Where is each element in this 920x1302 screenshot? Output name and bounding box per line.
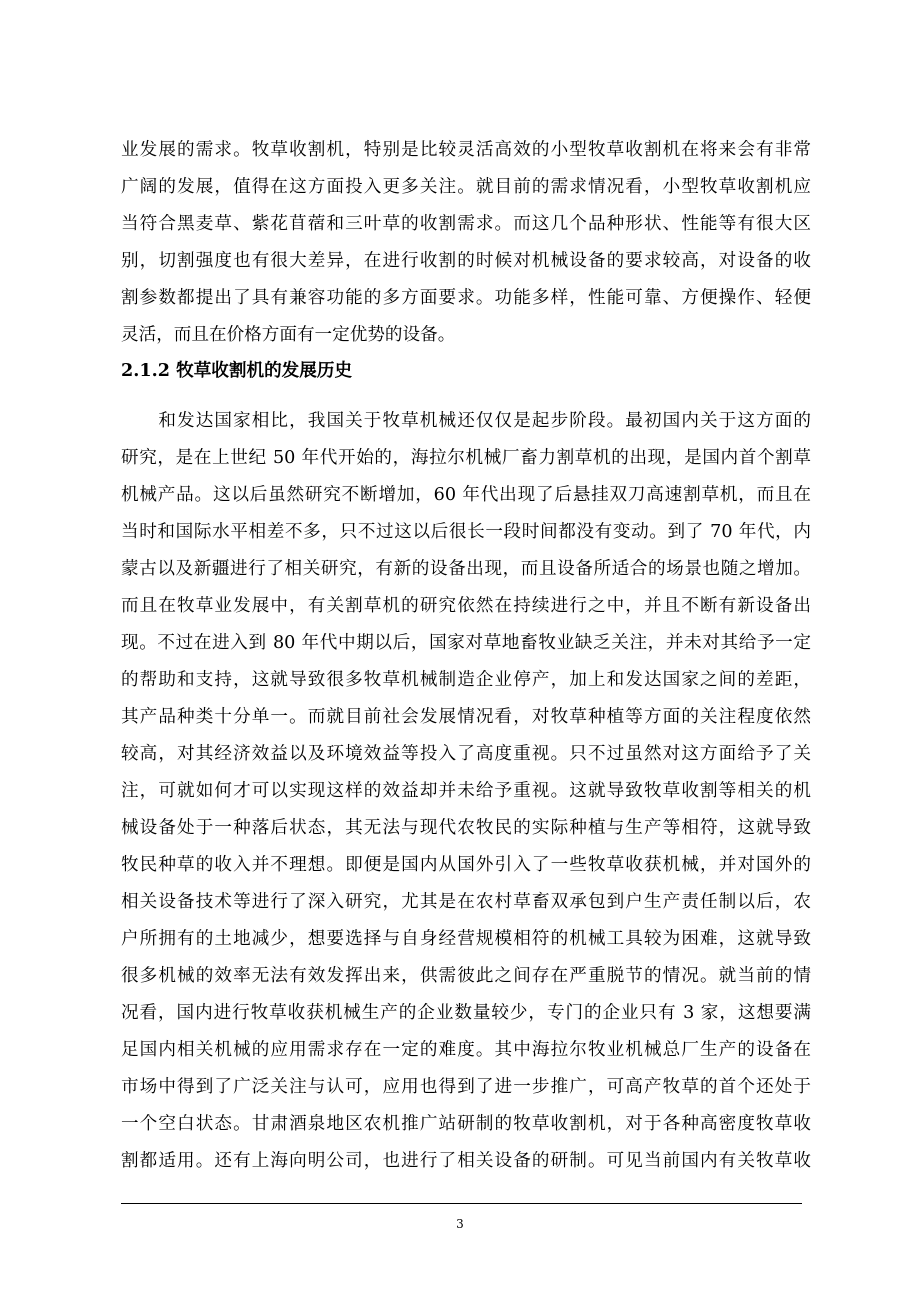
- paragraph-2-line: 当时和国际水平相差不多，只不过这以后很长一段时间都没有变动。到了 70 年代，内: [121, 522, 811, 542]
- paragraph-2-line: 蒙古以及新疆进行了相关研究，有新的设备出现，而且设备所适合的场景也随之增加。: [121, 559, 811, 579]
- paragraph-2-line: 足国内相关机械的应用需求存在一定的难度。其中海拉尔牧业机械总厂生产的设备在: [121, 1040, 811, 1060]
- section-heading: 2.1.2 牧草收割机的发展历史: [121, 360, 353, 381]
- paragraph-2-line: 机械产品。这以后虽然研究不断增加，60 年代出现了后悬挂双刀高速割草机，而且在: [121, 485, 811, 505]
- paragraph-1-line: 业发展的需求。牧草收割机，特别是比较灵活高效的小型牧草收割机在将来会有非常: [121, 140, 811, 160]
- paragraph-2-line: 况看，国内进行牧草收获机械生产的企业数量较少，专门的企业只有 3 家，这想要满: [121, 1003, 811, 1023]
- paragraph-2-line: 一个空白状态。甘肃酒泉地区农机推广站研制的牧草收割机，对于各种高密度牧草收: [121, 1114, 811, 1134]
- paragraph-1-line: 灵活，而且在价格方面有一定优势的设备。: [121, 325, 456, 345]
- footer-divider: [121, 1203, 802, 1204]
- paragraph-2-line: 而且在牧草业发展中，有关割草机的研究依然在持续进行之中，并且不断有新设备出: [121, 596, 811, 616]
- paragraph-2-line: 相关设备技术等进行了深入研究，尤其是在农村草畜双承包到户生产责任制以后，农: [121, 892, 811, 912]
- paragraph-2-line: 研究，是在上世纪 50 年代开始的，海拉尔机械厂畜力割草机的出现，是国内首个割草: [121, 448, 811, 468]
- paragraph-2-line: 的帮助和支持，这就导致很多牧草机械制造企业停产，加上和发达国家之间的差距，: [121, 670, 811, 690]
- paragraph-2-line: 较高，对其经济效益以及环境效益等投入了高度重视。只不过虽然对这方面给予了关: [121, 744, 811, 764]
- paragraph-2-line: 户所拥有的土地减少，想要选择与自身经营规模相符的机械工具较为困难，这就导致: [121, 929, 811, 949]
- paragraph-1-line: 割参数都提出了具有兼容功能的多方面要求。功能多样，性能可靠、方便操作、轻便: [121, 288, 811, 308]
- paragraph-1-line: 广阔的发展，值得在这方面投入更多关注。就目前的需求情况看，小型牧草收割机应: [121, 177, 811, 197]
- paragraph-2-line: 很多机械的效率无法有效发挥出来，供需彼此之间存在严重脱节的情况。就当前的情: [121, 966, 811, 986]
- paragraph-2-line: 现。不过在进入到 80 年代中期以后，国家对草地畜牧业缺乏关注，并未对其给予一定: [121, 633, 811, 653]
- paragraph-2-line: 其产品种类十分单一。而就目前社会发展情况看，对牧草种植等方面的关注程度依然: [121, 707, 811, 727]
- paragraph-1-line: 别，切割强度也有很大差异，在进行收割的时候对机械设备的要求较高，对设备的收: [121, 251, 811, 271]
- paragraph-2-line: 割都适用。还有上海向明公司，也进行了相关设备的研制。可见当前国内有关牧草收: [121, 1151, 811, 1171]
- paragraph-1-line: 当符合黑麦草、紫花苜蓿和三叶草的收割需求。而这几个品种形状、性能等有很大区: [121, 214, 811, 234]
- paragraph-2-line: 牧民种草的收入并不理想。即便是国内从国外引入了一些牧草收获机械，并对国外的: [121, 855, 811, 875]
- page-number: 3: [456, 1217, 464, 1231]
- paragraph-2-line: 注，可就如何才可以实现这样的效益却并未给予重视。这就导致牧草收割等相关的机: [121, 781, 811, 801]
- paragraph-2-line: 市场中得到了广泛关注与认可，应用也得到了进一步推广，可高产牧草的首个还处于: [121, 1077, 811, 1097]
- paragraph-2-line: 械设备处于一种落后状态，其无法与现代农牧民的实际种植与生产等相符，这就导致: [121, 818, 811, 838]
- paragraph-2-line: 和发达国家相比，我国关于牧草机械还仅仅是起步阶段。最初国内关于这方面的: [121, 411, 811, 431]
